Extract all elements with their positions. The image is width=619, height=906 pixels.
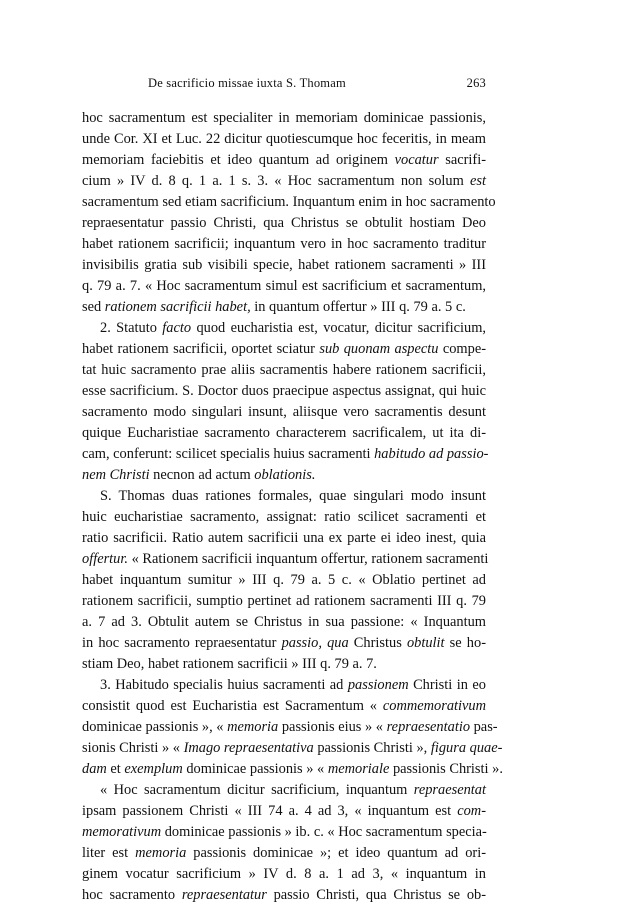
text-segment: a. 7 ad 3. Obtulit autem se Christus in sua passione: « Inquantum	[82, 614, 486, 630]
text-line	[82, 507, 486, 528]
text-line	[82, 486, 486, 507]
text-segment: quique Eucharistiae sacramento characterem sacrificalem, ut ita di-	[82, 425, 486, 441]
italic-text: offertur.	[82, 551, 128, 567]
text-line	[82, 381, 486, 402]
text-line	[82, 318, 486, 339]
text-segment: quod eucharistia est, vocatur, dicitur sacrificium,	[191, 320, 487, 336]
text-line	[82, 633, 486, 654]
text-segment: necnon ad actum	[149, 467, 255, 483]
italic-text: est	[470, 173, 486, 189]
text-line	[82, 528, 486, 549]
text-segment: sacrifi-	[438, 152, 486, 168]
text-line	[82, 108, 486, 129]
italic-text: rationem sacrificii habet,	[104, 299, 251, 315]
text-segment: cam, conferunt: scilicet specialis huius sacramenti	[82, 446, 375, 462]
text-segment: 3. Habitudo specialis huius sacramenti ad	[100, 677, 348, 693]
italic-text: repraesentatio	[386, 719, 471, 735]
italic-text: Imago repraesentativa	[183, 740, 314, 756]
italic-text: com-	[457, 803, 486, 819]
text-line	[82, 150, 486, 171]
text-line	[82, 801, 486, 822]
text-line	[82, 696, 486, 717]
text-segment: tat huic sacramento prae aliis sacramentis habere rationem sacrificii,	[82, 362, 486, 378]
text-segment: « Rationem sacrificii inquantum offertur, rationem sacramenti	[127, 551, 489, 567]
text-segment: habet rationem sacrificii, oportet sciatur	[82, 341, 320, 357]
body-text	[82, 108, 503, 906]
text-segment: sacramento modo singulari insunt, aliisque vero sacramentis desunt	[82, 404, 486, 420]
text-segment: sed	[82, 299, 105, 315]
text-segment: stiam Deo, habet rationem sacrificii » III q. 79 a. 7.	[82, 656, 377, 672]
text-segment: habet rationem sacrificii; inquantum vero in hoc sacramento traditur	[82, 236, 486, 252]
italic-text: figura quae-	[430, 740, 503, 756]
text-line	[82, 171, 486, 192]
text-line	[82, 591, 486, 612]
text-line	[82, 339, 486, 360]
text-segment: Christus	[348, 635, 407, 651]
text-segment: ipsam passionem Christi « III 74 a. 4 ad 3, « inquantum est	[82, 803, 458, 819]
text-line	[82, 780, 486, 801]
text-line	[82, 423, 486, 444]
text-line	[82, 822, 486, 843]
text-segment: habet inquantum sumitur » III q. 79 a. 5 c. « Oblatio pertinet ad	[82, 572, 486, 588]
text-segment: consistit quod est Eucharistia est Sacramentum «	[82, 698, 383, 714]
text-line	[82, 738, 503, 759]
text-line	[82, 213, 486, 234]
text-segment: dominicae passionis » ib. c. « Hoc sacramentum specia-	[161, 824, 487, 840]
text-segment: esse sacrificium. S. Doctor duos praecipue aspectus assignat, qui huic	[82, 383, 486, 399]
text-segment: 2. Statuto	[100, 320, 163, 336]
text-segment: cium » IV d. 8 q. 1 a. 1 s. 3. « Hoc sacramentum non solum	[82, 173, 470, 189]
text-segment: pas-	[470, 719, 498, 735]
text-line	[82, 129, 486, 150]
text-line	[82, 864, 486, 885]
text-line	[82, 192, 496, 213]
text-segment: ginem vocatur sacrificium » IV d. 8 a. 1 ad 3, « inquantum in	[82, 866, 486, 882]
text-line	[82, 549, 489, 570]
text-segment: in quantum offertur » III q. 79 a. 5 c.	[250, 299, 466, 315]
text-segment: memoriam faciebitis et ideo quantum ad originem	[82, 152, 395, 168]
text-segment: huic eucharistiae sacramento, assignat: ratio scilicet sacramenti et	[82, 509, 486, 525]
text-line	[82, 885, 486, 906]
italic-text: memoria	[227, 719, 279, 735]
text-segment: dominicae passionis », «	[82, 719, 228, 735]
running-title: De sacrificio missae iuxta S. Thomam	[148, 76, 346, 90]
text-segment: compe-	[438, 341, 486, 357]
italic-text: memoria	[135, 845, 187, 861]
text-segment: in hoc sacramento repraesentatur	[82, 635, 282, 651]
text-line	[82, 843, 486, 864]
text-line	[82, 654, 486, 675]
italic-text: repraesentatur	[181, 887, 267, 903]
text-segment: invisibilis gratia sub visibili specie, habet rationem sacramenti » III	[82, 257, 486, 273]
italic-text: nem Christi	[82, 467, 150, 483]
italic-text: exemplum	[124, 761, 183, 777]
text-segment: ratio sacrificii. Ratio autem sacrificii una ex parte ei ideo inest, quia	[82, 530, 486, 546]
page-number: 263	[466, 76, 486, 90]
italic-text: sub quonam aspectu	[319, 341, 439, 357]
italic-text: repraesentat	[413, 782, 486, 798]
italic-text: passionem	[347, 677, 409, 693]
italic-text: passio, qua	[281, 635, 349, 651]
text-line	[82, 276, 486, 297]
text-segment: se ho-	[444, 635, 486, 651]
text-line	[82, 444, 489, 465]
text-segment: et	[106, 761, 125, 777]
text-line	[82, 360, 486, 381]
text-segment: q. 79 a. 7. « Hoc sacramentum simul est sacrificium et sacramentum,	[82, 278, 486, 294]
text-line	[82, 717, 498, 738]
italic-text: facto	[162, 320, 192, 336]
text-segment: passionis Christi »,	[313, 740, 431, 756]
text-segment: hoc sacramentum est specialiter in memoriam dominicae passionis,	[82, 110, 486, 126]
text-segment: passionis dominicae »; et ideo quantum ad ori-	[186, 845, 486, 861]
text-line	[82, 612, 486, 633]
text-segment: hoc sacramento	[82, 887, 182, 903]
text-line	[82, 759, 503, 780]
text-segment: sacramentum sed etiam sacrificium. Inquantum enim in hoc sacramento	[82, 194, 496, 210]
text-segment: passio Christi, qua Christus se ob-	[266, 887, 486, 903]
text-segment: passionis eius » «	[278, 719, 387, 735]
italic-text: memoriale	[327, 761, 390, 777]
text-segment: repraesentatur passio Christi, qua Christus se obtulit hostiam Deo	[82, 215, 486, 231]
text-segment: dominicae passionis » «	[182, 761, 328, 777]
text-line	[82, 465, 486, 486]
text-segment: « Hoc sacramentum dicitur sacrificium, inquantum	[100, 782, 414, 798]
text-segment: Christi in eo	[408, 677, 486, 693]
text-line	[82, 297, 486, 318]
text-line	[82, 570, 486, 591]
text-segment: unde Cor. XI et Luc. 22 dicitur quotiescumque hoc feceritis, in meam	[82, 131, 486, 147]
italic-text: vocatur	[394, 152, 439, 168]
italic-text: obtulit	[406, 635, 445, 651]
text-line	[82, 402, 486, 423]
italic-text: commemorativum	[382, 698, 486, 714]
text-segment: sionis Christi » «	[82, 740, 184, 756]
text-line	[82, 234, 486, 255]
text-segment: rationem sacrificii, sumptio pertinet ad rationem sacramenti III q. 79	[82, 593, 486, 609]
text-segment: liter est	[82, 845, 136, 861]
text-line	[82, 675, 486, 696]
italic-text: dam	[82, 761, 107, 777]
text-segment: S. Thomas duas rationes formales, quae singulari modo insunt	[100, 488, 486, 504]
text-line	[82, 255, 486, 276]
italic-text: habitudo ad passio-	[374, 446, 489, 462]
italic-text: oblationis.	[254, 467, 316, 483]
text-segment: passionis Christi ».	[389, 761, 503, 777]
italic-text: memorativum	[82, 824, 162, 840]
